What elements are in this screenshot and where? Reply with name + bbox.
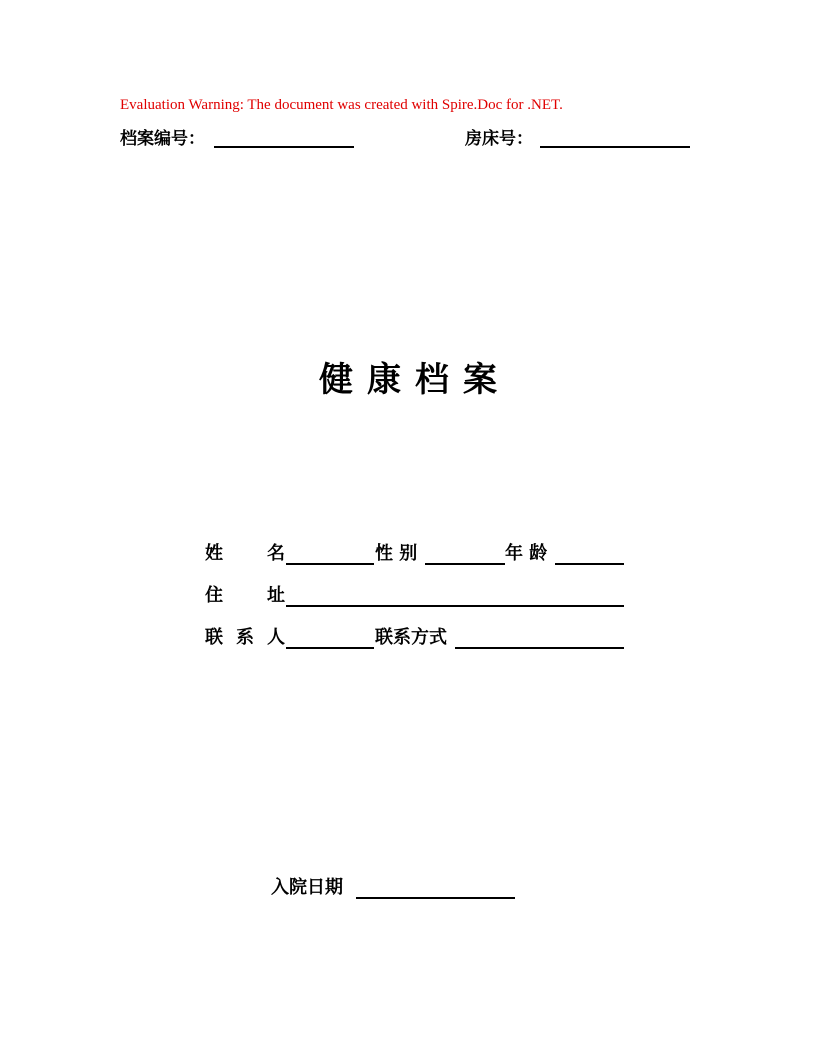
page-title: 健康档案 xyxy=(319,360,511,400)
file-number-label: 档案编号： xyxy=(120,129,205,149)
gender-blank xyxy=(425,563,505,565)
admission-date-label: 入院日期 xyxy=(271,877,343,898)
gender-label: 性 别 xyxy=(375,543,418,564)
room-bed-blank xyxy=(540,146,690,148)
contact-person-label: 联 系 人 xyxy=(205,627,285,648)
name-blank xyxy=(286,563,374,565)
file-number-blank xyxy=(214,146,354,148)
address-label: 住 址 xyxy=(205,585,285,606)
address-blank xyxy=(286,605,624,607)
admission-date-blank xyxy=(356,897,515,899)
age-blank xyxy=(555,563,624,565)
contact-person-blank xyxy=(286,647,374,649)
contact-method-label: 联系方式 xyxy=(375,627,447,648)
evaluation-warning: Evaluation Warning: The document was created with Spire.Doc for .NET. xyxy=(120,97,563,113)
age-label: 年 龄 xyxy=(505,543,548,564)
room-bed-label: 房床号： xyxy=(465,129,533,149)
name-label: 姓 名 xyxy=(205,543,285,564)
contact-method-blank xyxy=(455,647,624,649)
